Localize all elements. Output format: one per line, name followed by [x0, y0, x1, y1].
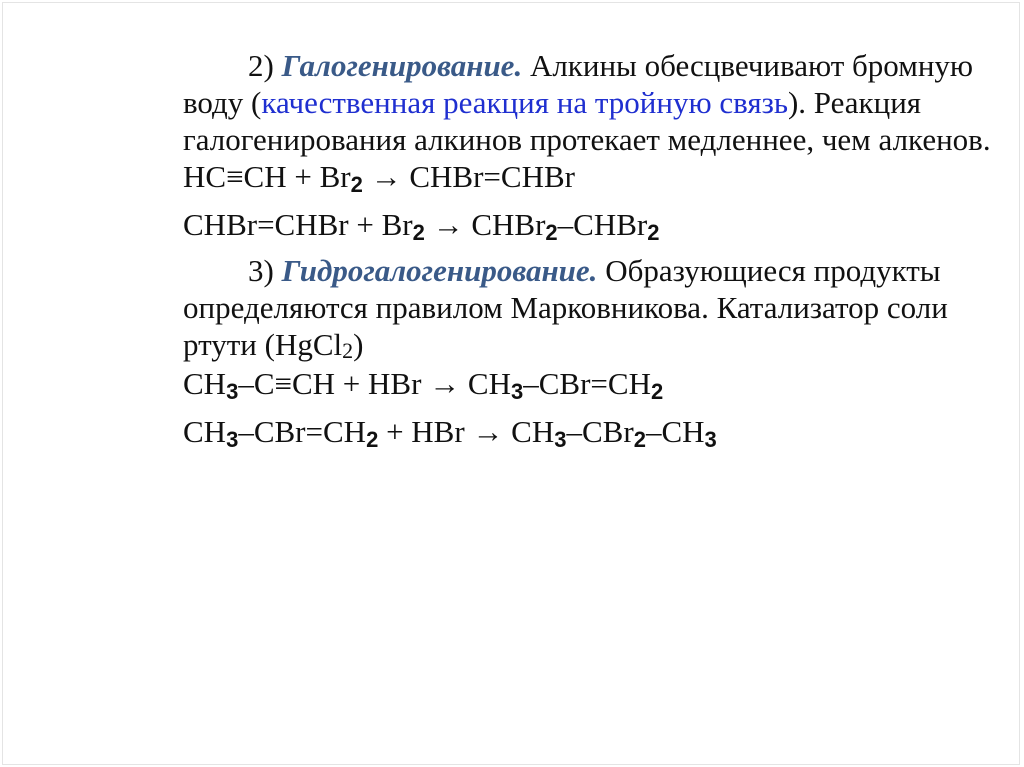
eq4-subscript-3: 3	[554, 427, 567, 452]
eq2-subscript-2: 2	[545, 220, 558, 245]
eq2-subscript-1: 2	[412, 220, 425, 245]
hydrohalogenation-text-end: )	[353, 327, 364, 362]
eq2-subscript-3: 2	[647, 220, 660, 245]
eq3-subscript-1: 3	[226, 379, 239, 404]
eq2-reactants: CHBr=CHBr + Br	[183, 207, 413, 242]
halogenation-text: Алкины обесцвечивают бромную воду (	[183, 48, 974, 120]
eq1-product: → CHBr=CHBr	[362, 159, 575, 194]
hydrohalogenation-paragraph	[183, 252, 1003, 363]
equation-3	[183, 365, 1003, 402]
eq2-product-a: → CHBr	[424, 207, 546, 242]
eq4-subscript-5: 3	[704, 427, 717, 452]
catalyst-subscript: 2	[342, 338, 354, 363]
item-number-2: 2)	[248, 48, 274, 83]
halogenation-paragraph	[183, 47, 1003, 158]
eq1-subscript: 2	[350, 172, 363, 197]
item-number-3: 3)	[248, 253, 274, 288]
eq4-part-1: CH	[183, 414, 227, 449]
eq3-subscript-2: 3	[511, 379, 524, 404]
eq4-part-4: –CBr	[566, 414, 634, 449]
eq4-subscript-1: 3	[226, 427, 239, 452]
eq4-part-2: –CBr=CH	[238, 414, 367, 449]
eq3-part-3: –CBr=CH	[523, 366, 651, 401]
qualitative-reaction-highlight: качественная реакция на тройную связь	[261, 85, 788, 120]
eq3-subscript-3: 2	[650, 379, 664, 404]
eq1-reactants: HC≡CH + Br	[183, 159, 351, 194]
eq4-subscript-2: 2	[366, 427, 379, 452]
equation-1	[183, 158, 1003, 195]
equation-2	[183, 206, 1003, 243]
eq2-product-b: –CHBr	[557, 207, 648, 242]
equation-4	[183, 413, 1003, 450]
hydrohalogenation-heading: Гидрогалогенирование.	[281, 253, 598, 288]
halogenation-heading: Галогенирование.	[281, 48, 523, 83]
eq3-part-2: –C≡CH + HBr → CH	[238, 366, 511, 401]
eq4-subscript-4: 2	[633, 427, 646, 452]
halogenation-text-end: ). Реакция галогенирования алкинов протекает медленнее, чем алкенов.	[183, 85, 991, 157]
eq3-part-1: CH	[183, 366, 227, 401]
slide	[2, 2, 1020, 765]
eq4-part-3: + HBr → CH	[378, 414, 555, 449]
eq4-part-5: –CH	[645, 414, 705, 449]
hydrohalogenation-text: Образующиеся продукты определяются правилом Марковникова. Катализатор соли ртути (HgCl	[183, 253, 948, 362]
slide-content	[183, 47, 1003, 450]
